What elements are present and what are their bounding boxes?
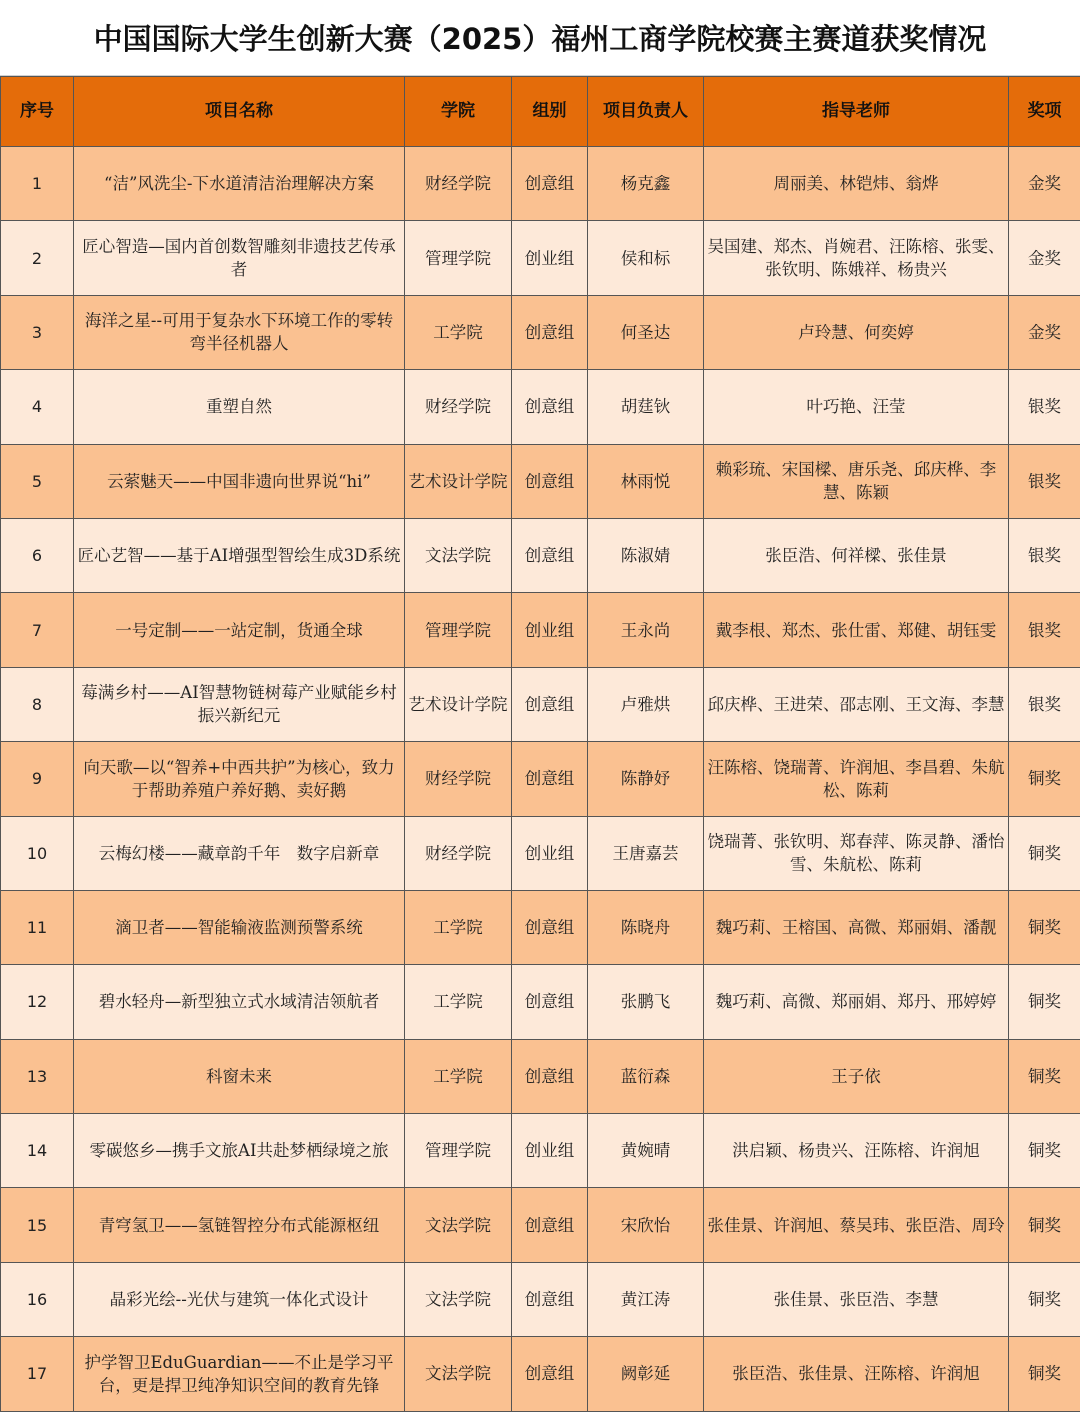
cell-award: 铜奖 (1009, 1114, 1080, 1188)
cell-award: 铜奖 (1009, 1337, 1080, 1411)
cell-index: 15 (1, 1188, 74, 1262)
cell-college: 文法学院 (405, 1262, 512, 1336)
cell-college: 财经学院 (405, 147, 512, 221)
cell-leader: 黄婉晴 (588, 1114, 704, 1188)
cell-project: 重塑自然 (74, 370, 405, 444)
table-row (1, 667, 1080, 741)
cell-index: 7 (1, 593, 74, 667)
cell-group: 创意组 (512, 444, 588, 518)
cell-group: 创意组 (512, 370, 588, 444)
table-row (1, 295, 1080, 369)
cell-group: 创意组 (512, 518, 588, 592)
table-row (1, 147, 1080, 221)
cell-award: 铜奖 (1009, 965, 1080, 1039)
cell-project: 向天歌—以“智养+中西共护”为核心，致力于帮助养殖户养好鹅、卖好鹅 (74, 742, 405, 816)
cell-leader: 王永尚 (588, 593, 704, 667)
table-row (1, 1039, 1080, 1113)
cell-project: 海洋之星--可用于复杂水下环境工作的零转弯半径机器人 (74, 295, 405, 369)
cell-leader: 蓝衍森 (588, 1039, 704, 1113)
cell-advisors: 汪陈榕、饶瑞菁、许润旭、李昌碧、朱航松、陈莉 (704, 742, 1009, 816)
cell-index: 10 (1, 816, 74, 890)
cell-group: 创意组 (512, 1039, 588, 1113)
cell-advisors: 吴国建、郑杰、肖婉君、汪陈榕、张雯、张钦明、陈娥祥、杨贵兴 (704, 221, 1009, 295)
cell-project: 科窗未来 (74, 1039, 405, 1113)
cell-advisors: 饶瑞菁、张钦明、郑春萍、陈灵静、潘怡雪、朱航松、陈莉 (704, 816, 1009, 890)
cell-advisors: 戴李根、郑杰、张仕雷、郑健、胡钰雯 (704, 593, 1009, 667)
cell-award: 银奖 (1009, 667, 1080, 741)
cell-project: 云梅幻楼——藏章韵千年 数字启新章 (74, 816, 405, 890)
cell-index: 11 (1, 890, 74, 964)
cell-award: 铜奖 (1009, 1262, 1080, 1336)
cell-group: 创意组 (512, 890, 588, 964)
cell-college: 工学院 (405, 965, 512, 1039)
cell-award: 银奖 (1009, 518, 1080, 592)
cell-college: 文法学院 (405, 518, 512, 592)
cell-group: 创意组 (512, 295, 588, 369)
cell-index: 12 (1, 965, 74, 1039)
table-row (1, 593, 1080, 667)
cell-project: 青穹氢卫——氢链智控分布式能源枢纽 (74, 1188, 405, 1262)
cell-project: 莓满乡村——AI智慧物链树莓产业赋能乡村振兴新纪元 (74, 667, 405, 741)
cell-advisors: 赖彩琉、宋国樑、唐乐尧、邱庆桦、李慧、陈颖 (704, 444, 1009, 518)
cell-index: 8 (1, 667, 74, 741)
cell-advisors: 张臣浩、张佳景、汪陈榕、许润旭 (704, 1337, 1009, 1411)
table-row (1, 965, 1080, 1039)
header-award: 奖项 (1009, 77, 1080, 147)
table-row (1, 370, 1080, 444)
cell-award: 铜奖 (1009, 742, 1080, 816)
cell-project: 云萦魅天——中国非遗向世界说“hi” (74, 444, 405, 518)
cell-group: 创意组 (512, 965, 588, 1039)
cell-award: 银奖 (1009, 370, 1080, 444)
cell-group: 创意组 (512, 1188, 588, 1262)
table-row (1, 742, 1080, 816)
cell-college: 管理学院 (405, 593, 512, 667)
cell-award: 金奖 (1009, 295, 1080, 369)
cell-leader: 阙彰延 (588, 1337, 704, 1411)
table-row (1, 1337, 1080, 1411)
cell-leader: 陈晓舟 (588, 890, 704, 964)
cell-advisors: 洪启颖、杨贵兴、汪陈榕、许润旭 (704, 1114, 1009, 1188)
cell-leader: 胡莛钬 (588, 370, 704, 444)
cell-leader: 何圣达 (588, 295, 704, 369)
cell-group: 创业组 (512, 593, 588, 667)
table-row (1, 221, 1080, 295)
cell-leader: 宋欣怡 (588, 1188, 704, 1262)
cell-group: 创业组 (512, 221, 588, 295)
cell-college: 艺术设计学院 (405, 667, 512, 741)
cell-college: 工学院 (405, 1039, 512, 1113)
cell-index: 4 (1, 370, 74, 444)
cell-index: 14 (1, 1114, 74, 1188)
table-row (1, 1262, 1080, 1336)
cell-college: 文法学院 (405, 1337, 512, 1411)
cell-college: 艺术设计学院 (405, 444, 512, 518)
awards-rows (1, 147, 1080, 1412)
cell-advisors: 卢玲慧、何奕婷 (704, 295, 1009, 369)
table-row (1, 1188, 1080, 1262)
cell-project: 匠心艺智——基于AI增强型智绘生成3D系统 (74, 518, 405, 592)
table-row (1, 1114, 1080, 1188)
cell-project: “洁”风洗尘-下水道清洁治理解决方案 (74, 147, 405, 221)
cell-award: 金奖 (1009, 221, 1080, 295)
cell-leader: 张鹏飞 (588, 965, 704, 1039)
cell-advisors: 张臣浩、何祥樑、张佳景 (704, 518, 1009, 592)
table-row (1, 890, 1080, 964)
cell-project: 零碳悠乡—携手文旅AI共赴梦栖绿境之旅 (74, 1114, 405, 1188)
cell-advisors: 魏巧莉、王榕国、高微、郑丽娟、潘靓 (704, 890, 1009, 964)
cell-project: 滴卫者——智能输液监测预警系统 (74, 890, 405, 964)
cell-project: 护学智卫EduGuardian——不止是学习平台，更是捍卫纯净知识空间的教育先锋 (74, 1337, 405, 1411)
cell-advisors: 张佳景、张臣浩、李慧 (704, 1262, 1009, 1336)
cell-group: 创意组 (512, 742, 588, 816)
header-leader: 项目负责人 (588, 77, 704, 147)
cell-index: 3 (1, 295, 74, 369)
cell-advisors: 叶巧艳、汪莹 (704, 370, 1009, 444)
cell-award: 铜奖 (1009, 816, 1080, 890)
cell-leader: 王唐嘉芸 (588, 816, 704, 890)
cell-index: 5 (1, 444, 74, 518)
cell-college: 管理学院 (405, 221, 512, 295)
awards-table (0, 76, 1080, 1412)
table-row (1, 816, 1080, 890)
cell-leader: 黄江涛 (588, 1262, 704, 1336)
cell-leader: 卢雅烘 (588, 667, 704, 741)
table-row (1, 518, 1080, 592)
cell-group: 创意组 (512, 147, 588, 221)
cell-index: 6 (1, 518, 74, 592)
cell-index: 17 (1, 1337, 74, 1411)
cell-advisors: 邱庆桦、王进荣、邵志刚、王文海、李慧 (704, 667, 1009, 741)
cell-award: 银奖 (1009, 444, 1080, 518)
cell-college: 管理学院 (405, 1114, 512, 1188)
header-project: 项目名称 (74, 77, 405, 147)
page-title: 中国国际大学生创新大赛（2025）福州工商学院校赛主赛道获奖情况 (0, 0, 1080, 76)
header-row (1, 77, 1080, 147)
cell-award: 铜奖 (1009, 890, 1080, 964)
cell-award: 金奖 (1009, 147, 1080, 221)
header-advisors: 指导老师 (704, 77, 1009, 147)
cell-leader: 林雨悦 (588, 444, 704, 518)
cell-advisors: 周丽美、林铠炜、翁烨 (704, 147, 1009, 221)
cell-index: 1 (1, 147, 74, 221)
cell-group: 创意组 (512, 1262, 588, 1336)
cell-award: 铜奖 (1009, 1188, 1080, 1262)
cell-group: 创意组 (512, 667, 588, 741)
cell-college: 财经学院 (405, 370, 512, 444)
cell-index: 13 (1, 1039, 74, 1113)
cell-advisors: 张佳景、许润旭、蔡吴玮、张臣浩、周玲 (704, 1188, 1009, 1262)
cell-index: 9 (1, 742, 74, 816)
cell-project: 匠心智造—国内首创数智雕刻非遗技艺传承者 (74, 221, 405, 295)
cell-leader: 侯和标 (588, 221, 704, 295)
table-row (1, 444, 1080, 518)
cell-college: 工学院 (405, 295, 512, 369)
cell-project: 晶彩光绘--光伏与建筑一体化式设计 (74, 1262, 405, 1336)
cell-leader: 杨克鑫 (588, 147, 704, 221)
header-college: 学院 (405, 77, 512, 147)
cell-leader: 陈淑婧 (588, 518, 704, 592)
cell-college: 文法学院 (405, 1188, 512, 1262)
header-index: 序号 (1, 77, 74, 147)
cell-project: 一号定制——一站定制，货通全球 (74, 593, 405, 667)
cell-index: 2 (1, 221, 74, 295)
cell-group: 创意组 (512, 1337, 588, 1411)
cell-college: 财经学院 (405, 816, 512, 890)
cell-advisors: 王子依 (704, 1039, 1009, 1113)
cell-index: 16 (1, 1262, 74, 1336)
cell-college: 工学院 (405, 890, 512, 964)
header-group: 组别 (512, 77, 588, 147)
cell-leader: 陈静妤 (588, 742, 704, 816)
cell-advisors: 魏巧莉、高微、郑丽娟、郑丹、邢婷婷 (704, 965, 1009, 1039)
cell-group: 创业组 (512, 816, 588, 890)
cell-project: 碧水轻舟—新型独立式水域清洁领航者 (74, 965, 405, 1039)
cell-award: 铜奖 (1009, 1039, 1080, 1113)
cell-group: 创业组 (512, 1114, 588, 1188)
cell-college: 财经学院 (405, 742, 512, 816)
cell-award: 银奖 (1009, 593, 1080, 667)
